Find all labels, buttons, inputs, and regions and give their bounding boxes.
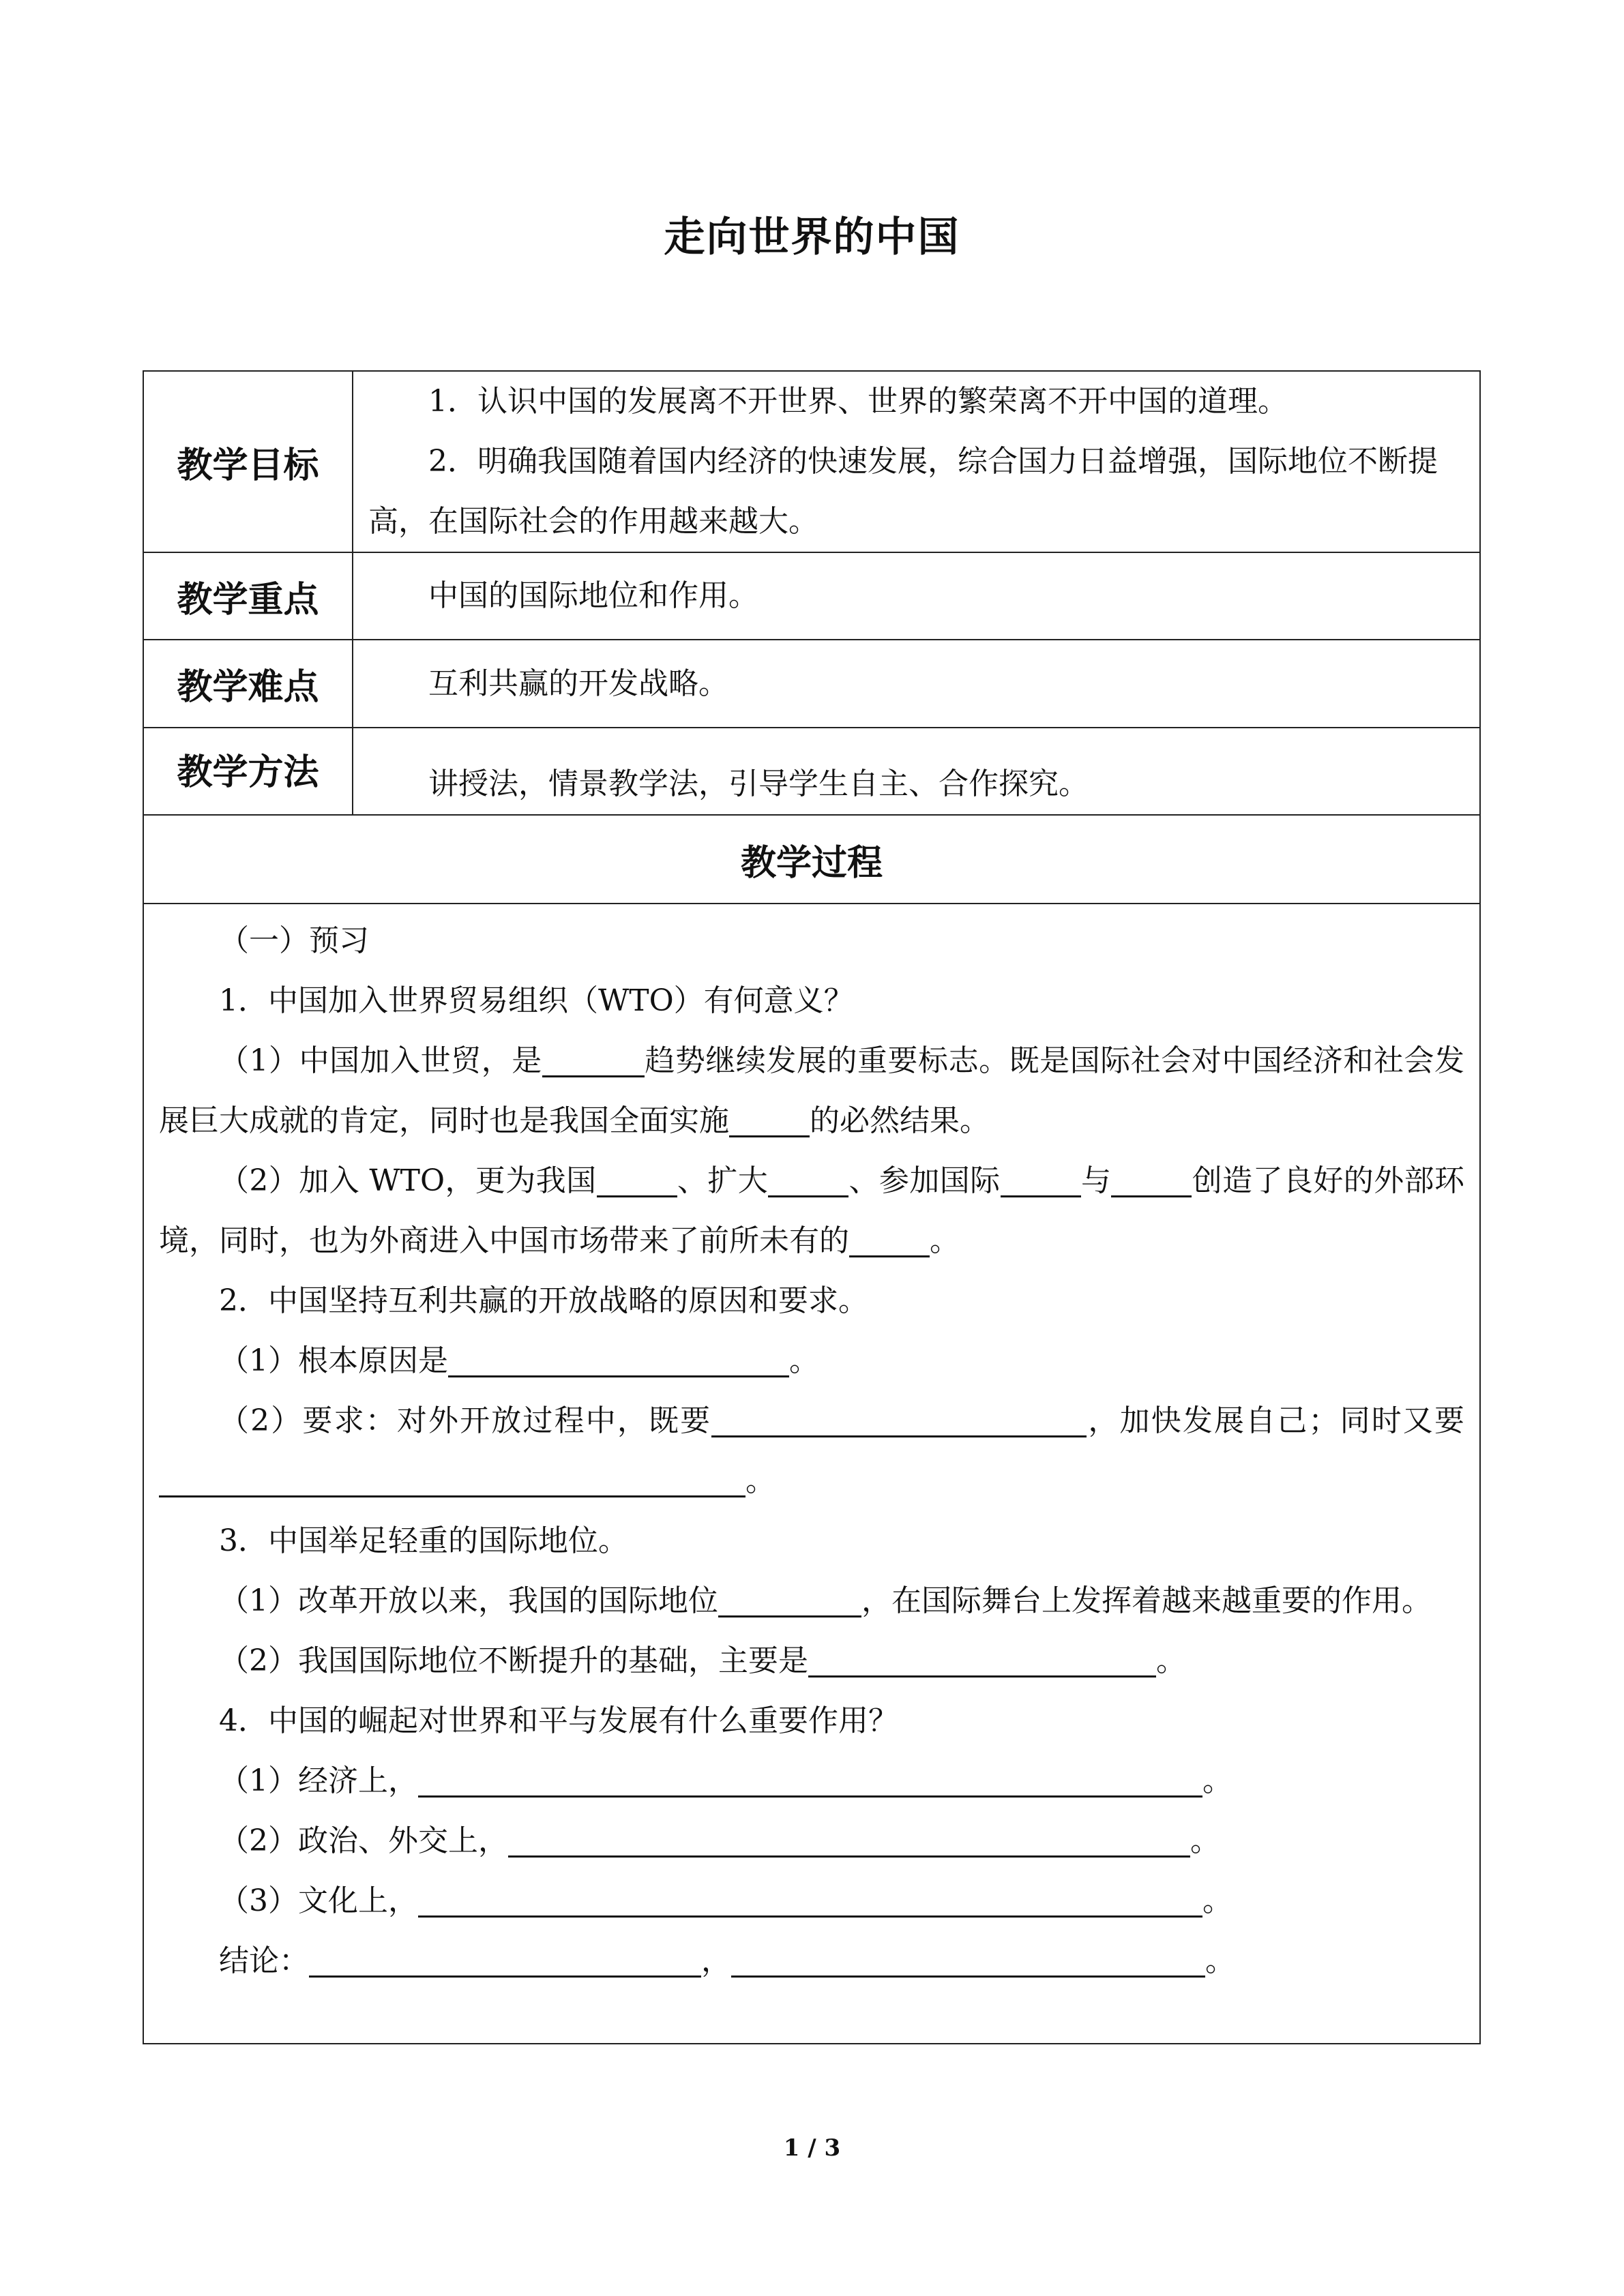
fill-blank[interactable] <box>768 1165 848 1197</box>
text-fragment: （2）政治、外交上， <box>219 1823 508 1858</box>
text-fragment: ， <box>701 1943 731 1978</box>
fill-blank[interactable] <box>508 1825 1190 1858</box>
fill-blank[interactable] <box>597 1165 677 1197</box>
fill-blank[interactable] <box>448 1345 789 1377</box>
question-2-item-1 <box>159 1331 1464 1391</box>
difficulty-label: 教学难点 <box>143 640 353 728</box>
process-header: 教学过程 <box>143 815 1480 904</box>
text-fragment: （2）要求：对外开放过程中，既要 <box>219 1403 712 1438</box>
method-row <box>143 728 1480 815</box>
question-4: 4．中国的崛起对世界和平与发展有什么重要作用？ <box>219 1703 898 1738</box>
objectives-cell <box>353 371 1480 552</box>
method-cell <box>353 728 1480 815</box>
text-fragment: （1）中国加入世贸，是 <box>219 1043 542 1078</box>
text-fragment: 。 <box>745 1463 776 1498</box>
focus-cell <box>353 552 1480 640</box>
text-fragment: 趋势继续发展的重要标志。既是国际社会对中国经济和社会发展巨大成就的肯定，同时也是我国全面实施 <box>159 1043 1465 1138</box>
difficulty-row <box>143 640 1480 728</box>
text-fragment: 。 <box>1205 1943 1235 1978</box>
fill-blank[interactable] <box>418 1765 1202 1798</box>
fill-blank[interactable] <box>542 1045 645 1077</box>
difficulty-text: 互利共赢的开发战略。 <box>428 666 728 701</box>
text-fragment: （1）根本原因是 <box>219 1343 448 1378</box>
fill-blank[interactable] <box>159 1465 745 1497</box>
fill-blank[interactable] <box>718 1585 861 1617</box>
text-fragment: 、扩大 <box>677 1163 769 1198</box>
process-header-row <box>143 815 1480 904</box>
text-fragment: （1）经济上， <box>219 1763 418 1798</box>
fill-blank[interactable] <box>711 1405 1087 1437</box>
text-fragment: （2）我国国际地位不断提升的基础，主要是 <box>219 1643 808 1678</box>
text-fragment: 的必然结果。 <box>810 1103 990 1138</box>
question-3-item-2 <box>159 1631 1464 1691</box>
question-1-item-1 <box>159 1031 1464 1151</box>
objective-1: 1．认识中国的发展离不开世界、世界的繁荣离不开中国的道理。 <box>428 384 1288 419</box>
preview-heading: （一）预习 <box>219 923 369 958</box>
fill-blank[interactable] <box>731 1945 1205 1978</box>
objectives-label: 教学目标 <box>143 371 353 552</box>
text-fragment: 结论： <box>219 1943 309 1978</box>
fill-blank[interactable] <box>1111 1165 1192 1197</box>
text-fragment: 。 <box>930 1223 960 1258</box>
page-title: 走向世界的中国 <box>664 213 960 261</box>
page-number: 1 / 3 <box>783 2134 841 2162</box>
fill-blank[interactable] <box>418 1885 1202 1918</box>
question-3: 3．中国举足轻重的国际地位。 <box>219 1523 628 1558</box>
text-fragment: （3）文化上， <box>219 1883 418 1918</box>
fill-blank[interactable] <box>729 1105 810 1137</box>
question-2: 2．中国坚持互利共赢的开放战略的原因和要求。 <box>219 1283 868 1318</box>
question-4-item-1 <box>159 1751 1464 1811</box>
fill-blank[interactable] <box>849 1225 930 1257</box>
question-4-item-2 <box>159 1811 1464 1871</box>
difficulty-cell <box>353 640 1480 728</box>
method-text: 讲授法，情景教学法，引导学生自主、合作探究。 <box>428 766 1089 801</box>
text-fragment: ，在国际舞台上发挥着越来越重要的作用。 <box>861 1583 1432 1618</box>
objective-2: 2．明确我国随着国内经济的快速发展，综合国力日益增强，国际地位不断提高，在国际社会的作用越来越大。 <box>368 444 1438 539</box>
fill-blank[interactable] <box>1001 1165 1081 1197</box>
text-fragment: 与 <box>1080 1163 1112 1198</box>
question-1-item-2 <box>159 1151 1464 1271</box>
question-3-item-1 <box>159 1571 1464 1631</box>
text-fragment: 。 <box>1156 1643 1186 1678</box>
text-fragment: ，加快发展自己；同时又要 <box>1087 1403 1464 1438</box>
process-row <box>143 904 1480 2044</box>
focus-row <box>143 552 1480 640</box>
lesson-plan-table <box>143 370 1481 2044</box>
focus-text: 中国的国际地位和作用。 <box>428 578 758 613</box>
focus-label: 教学重点 <box>143 552 353 640</box>
question-4-item-3 <box>159 1871 1464 1931</box>
text-fragment: 。 <box>1202 1883 1232 1918</box>
fill-blank[interactable] <box>808 1645 1156 1678</box>
text-fragment: 。 <box>789 1343 819 1378</box>
text-fragment: 。 <box>1202 1763 1232 1798</box>
text-fragment: （1）改革开放以来，我国的国际地位 <box>219 1583 718 1618</box>
method-label: 教学方法 <box>143 728 353 815</box>
fill-blank[interactable] <box>309 1945 701 1978</box>
question-1: 1．中国加入世界贸易组织（WTO）有何意义？ <box>219 983 854 1018</box>
question-2-item-2 <box>159 1391 1464 1511</box>
text-fragment: 、参加国际 <box>848 1163 1001 1198</box>
text-fragment: 。 <box>1190 1823 1220 1858</box>
objectives-row <box>143 371 1480 552</box>
conclusion <box>159 1931 1464 1991</box>
text-fragment: （2）加入 WTO，更为我国 <box>219 1163 597 1198</box>
process-cell <box>143 904 1480 2044</box>
text-fragment: 创造了良好的外部环境，同时，也为外商进入中国市场带来了前所未有的 <box>159 1163 1465 1258</box>
